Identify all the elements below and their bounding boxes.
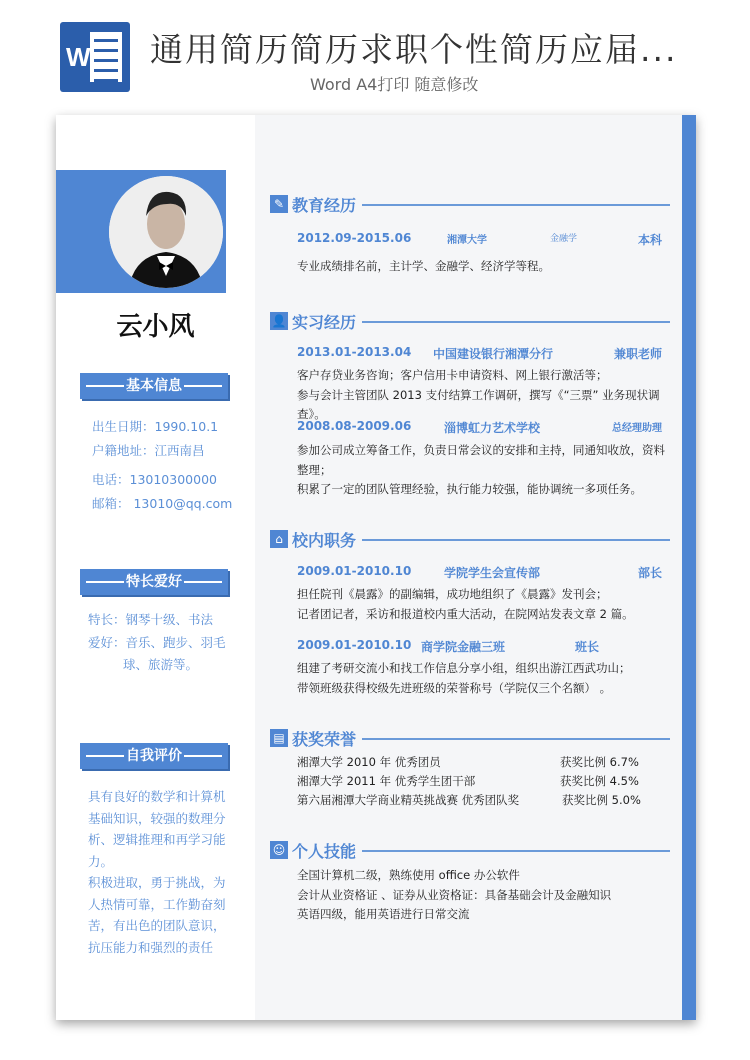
avatar (106, 173, 226, 291)
person-icon: 👤 (271, 314, 287, 328)
page-title: 通用简历简历求职个性简历应届... (150, 30, 678, 69)
date: 2009.01-2010.10 (297, 564, 412, 578)
birth-date: 出生日期：1990.10.1 (92, 419, 219, 434)
section-title: 获奖荣誉 (292, 730, 357, 749)
home-icon: ⌂ (270, 530, 288, 548)
date: 2012.09-2015.06 (297, 231, 412, 245)
text-line: 积极进取，勇于挑战，为 (88, 875, 226, 890)
text-line: 担任院刊《晨露》的副编辑，成功地组织了《晨露》发刊会； (297, 587, 608, 601)
role: 总经理助理 (612, 423, 662, 434)
degree: 本科 (637, 233, 662, 247)
section-education (270, 193, 670, 217)
org: 淄博虹力艺术学校 (444, 421, 541, 435)
text-line: 组建了考研交流小和找工作信息分享小组，组织出游江西武功山； (297, 661, 631, 675)
date: 2009.01-2010.10 (297, 638, 412, 652)
award-item (297, 792, 657, 811)
org: 中国建设银行湘潭分行 (433, 347, 554, 361)
org: 商学院金融三班 (421, 640, 506, 654)
phone: 电话：13010300000 (92, 472, 217, 487)
text-line: 积累了一定的团队管理经验，执行能力较强，能协调统一多项任务。 (297, 482, 642, 496)
self-evaluation (88, 786, 228, 958)
award-ratio: 获奖比例 5.0% (562, 793, 641, 807)
section-title: 个人技能 (292, 842, 357, 861)
section-title: 实习经历 (292, 313, 357, 332)
text-line: 会计从业资格证 、证券从业资格证：具备基础会计及金融知识 (297, 887, 612, 902)
text-line: 人热情可靠，工作勤奋刻 (88, 896, 226, 912)
text-line: 抗压能力和强烈的责任 (88, 939, 214, 955)
role: 兼职老师 (613, 347, 662, 361)
certificate-icon: ▤ (270, 729, 288, 747)
text-line: 记者团记者，采访和报道校内重大活动，在院网站发表文章 2 篇。 (297, 606, 634, 621)
internship-desc (297, 441, 665, 500)
award-item (297, 754, 657, 773)
role: 班长 (575, 640, 600, 654)
divider (362, 850, 670, 852)
text-line: 具有良好的数学和计算机 (88, 789, 226, 804)
skills-list (297, 866, 667, 925)
text-line: 析、逻辑推理和再学习能 (88, 832, 226, 847)
internship-desc (297, 366, 667, 425)
page-subtitle: Word A4打印 随意修改 (310, 75, 479, 94)
award-name: 第六届湘潭大学商业精英挑战赛 优秀团队奖 (297, 793, 520, 807)
leaf-icon: ✎ (270, 195, 288, 213)
campus-desc (297, 659, 667, 698)
section-header-basic: 基本信息 (80, 373, 228, 399)
award-ratio: 获奖比例 4.5% (560, 774, 639, 788)
award-name: 湘潭大学 2010 年 优秀团员 (297, 755, 441, 769)
accent-bar (682, 115, 696, 1020)
divider (362, 204, 670, 206)
hometown: 户籍地址：江西南昌 (92, 443, 205, 458)
org: 学院学生会宣传部 (444, 566, 541, 580)
campus-row (297, 638, 662, 656)
text-line: 全国计算机二级，熟练使用 office 办公软件 (297, 868, 520, 882)
award-ratio: 获奖比例 6.7% (560, 755, 639, 769)
education-row (297, 231, 662, 249)
word-icon: W (60, 22, 130, 92)
email: 邮箱： 13010@qq.com (92, 496, 233, 511)
section-title: 教育经历 (292, 196, 357, 215)
text-line: 参与会计主管团队 2013 支付结算工作调研，撰写《“三票” 业务现状调查》。 (297, 387, 660, 421)
campus-desc (297, 585, 667, 624)
divider (362, 738, 670, 740)
hobbies-cont: 球、旅游等。 (123, 657, 199, 672)
section-title: 校内职务 (292, 531, 357, 550)
school: 湘潭大学 (447, 235, 487, 246)
award-name: 湘潭大学 2011 年 优秀学生团干部 (297, 774, 476, 788)
role: 部长 (637, 566, 662, 580)
section-awards (270, 727, 670, 751)
date: 2013.01-2013.04 (297, 345, 412, 359)
user-icon: ☺ (270, 841, 288, 859)
section-header-hobby: 特长爱好 (80, 569, 228, 595)
section-campus (270, 528, 670, 552)
text-line: 带领班级获得校级先进班级的荣誉称号（学院仅三个名额） 。 (297, 680, 612, 695)
section-skills (270, 839, 670, 863)
internship-row (297, 419, 662, 437)
section-internship (270, 310, 670, 334)
text-line: 客户存贷业务咨询；客户信用卡申请资料、网上银行激活等； (297, 368, 608, 382)
divider (362, 539, 670, 541)
text-line: 参加公司成立筹备工作，负责日常会议的安排和主持，同通知收放，资料整理； (297, 443, 665, 477)
section-header-self: 自我评价 (80, 743, 228, 769)
education-desc: 专业成绩排名前，主计学、金融学、经济学等程。 (297, 259, 550, 273)
internship-row (297, 345, 662, 363)
text-line: 苦，有出色的团队意识， (88, 918, 226, 933)
award-item (297, 773, 657, 792)
campus-row (297, 564, 662, 582)
candidate-name: 云小风 (116, 312, 195, 342)
text-line: 英语四级，能用英语进行日常交流 (297, 907, 470, 921)
major: 金融学 (550, 234, 578, 244)
specialty: 特长：钢琴十级、书法 (88, 612, 214, 627)
text-line: 力。 (88, 853, 114, 869)
text-line: 基础知识，较强的数理分 (88, 810, 226, 826)
date: 2008.08-2009.06 (297, 419, 412, 433)
hobbies: 爱好：音乐、跑步、羽毛 (88, 635, 226, 650)
divider (362, 321, 670, 323)
